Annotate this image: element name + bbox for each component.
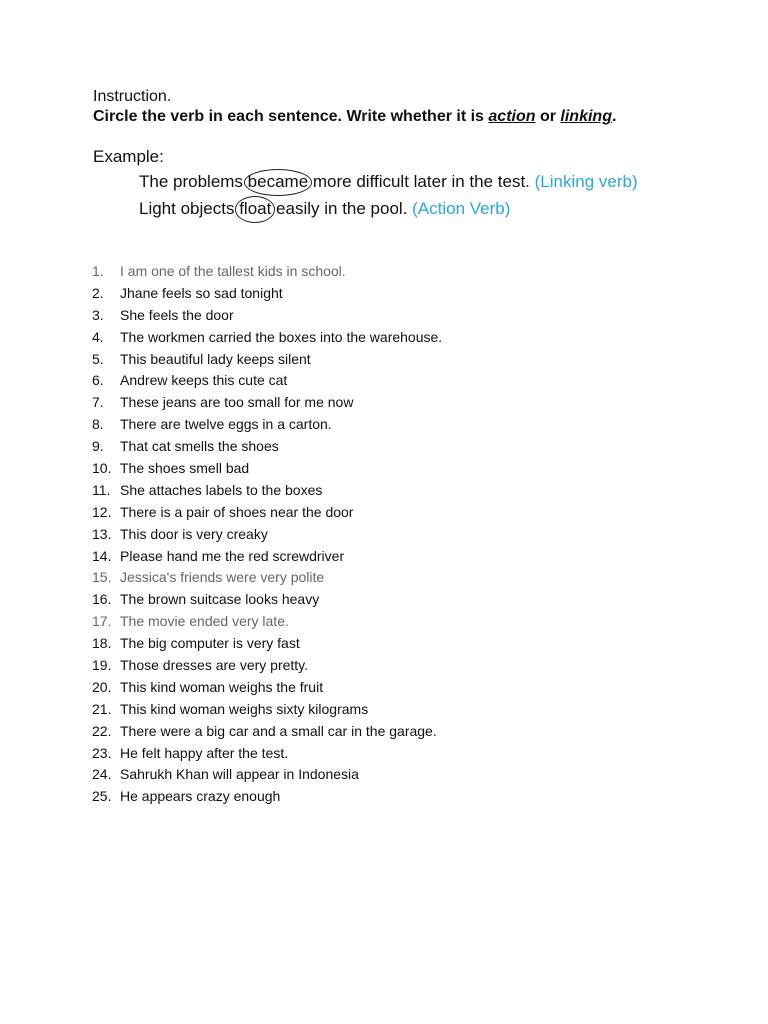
item-text: This kind woman weighs sixty kilograms — [120, 700, 369, 717]
item-number: 22. — [92, 722, 112, 739]
instruction-or: or — [535, 108, 561, 125]
item-number: 4. — [92, 328, 104, 345]
item-text: That cat smells the shoes — [120, 438, 279, 455]
list-item — [92, 721, 442, 743]
item-number: 13. — [92, 525, 112, 542]
item-number: 20. — [92, 678, 112, 695]
word-action: action — [488, 108, 536, 125]
item-text: Andrew keeps this cute cat — [120, 372, 288, 389]
example-label: Example: — [93, 147, 164, 166]
item-text: This door is very creaky — [120, 525, 268, 542]
item-text: Jhane feels so sad tonight — [120, 284, 283, 301]
list-item — [92, 502, 442, 524]
list-item — [92, 414, 442, 436]
list-item — [92, 743, 442, 765]
item-text: These jeans are too small for me now — [120, 394, 354, 411]
item-number: 2. — [92, 284, 104, 301]
item-number: 18. — [92, 635, 112, 652]
item-text: Jessica's friends were very polite — [120, 569, 325, 586]
item-number: 21. — [92, 700, 112, 717]
item-number: 23. — [92, 744, 112, 761]
list-item — [92, 370, 442, 392]
list-item — [92, 283, 442, 305]
example-2-before: Light objects — [139, 199, 240, 218]
item-number: 6. — [92, 372, 104, 389]
instruction-end: . — [611, 108, 617, 125]
item-number: 3. — [92, 306, 104, 323]
item-text: The shoes smell bad — [120, 460, 250, 477]
item-number: 14. — [92, 547, 112, 564]
item-text: There is a pair of shoes near the door — [120, 503, 354, 520]
item-number: 7. — [92, 394, 104, 411]
list-item — [92, 699, 442, 721]
item-number: 17. — [92, 613, 112, 630]
list-item — [92, 546, 442, 568]
list-item — [92, 392, 442, 414]
item-number: 1. — [92, 263, 104, 279]
item-text: The workmen carried the boxes into the warehouse. — [120, 328, 443, 345]
example-1-tag: (Linking verb) — [534, 172, 638, 191]
list-item — [92, 655, 442, 677]
item-number: 10. — [92, 460, 112, 477]
example-sentence-1 — [139, 172, 638, 192]
item-number: 19. — [92, 657, 112, 674]
item-text: This beautiful lady keeps silent — [120, 350, 311, 367]
list-item — [92, 458, 442, 480]
item-text: This kind woman weighs the fruit — [120, 678, 324, 695]
item-text: The big computer is very fast — [120, 635, 300, 652]
instruction-text — [93, 108, 616, 126]
word-linking: linking — [560, 108, 612, 125]
list-item — [92, 589, 442, 611]
list-item — [92, 349, 442, 371]
example-2-circled-verb: float — [239, 199, 272, 218]
item-text: She feels the door — [120, 306, 234, 323]
item-number: 8. — [92, 416, 104, 433]
sentence-list — [92, 261, 442, 808]
item-text: I am one of the tallest kids in school. — [120, 263, 346, 279]
item-number: 11. — [92, 481, 111, 498]
item-text: The movie ended very late. — [120, 613, 289, 630]
list-item — [92, 327, 442, 349]
example-sentence-2 — [139, 199, 510, 219]
item-text: He appears crazy enough — [120, 788, 281, 805]
example-1-before: The problems — [139, 172, 248, 191]
example-2-after: easily in the pool. — [271, 199, 413, 218]
example-2-tag: (Action Verb) — [412, 199, 511, 218]
item-text: The brown suitcase looks heavy — [120, 591, 320, 608]
item-number: 16. — [92, 591, 112, 608]
item-number: 15. — [92, 569, 112, 586]
list-item — [92, 611, 442, 633]
example-1-after: more difficult later in the test. — [308, 172, 535, 191]
item-number: 12. — [92, 503, 112, 520]
item-number: 5. — [92, 350, 104, 367]
list-item — [92, 764, 442, 786]
item-text: There were a big car and a small car in the garage. — [120, 722, 437, 739]
instruction-label: Instruction. — [93, 88, 172, 105]
list-item — [92, 567, 442, 589]
list-item — [92, 786, 442, 808]
list-item — [92, 261, 442, 283]
item-number: 25. — [92, 788, 112, 805]
list-item — [92, 524, 442, 546]
item-number: 24. — [92, 766, 112, 783]
item-text: She attaches labels to the boxes — [120, 481, 323, 498]
item-text: Please hand me the red screwdriver — [120, 547, 345, 564]
example-1-circled-verb: became — [247, 172, 309, 191]
list-item — [92, 436, 442, 458]
item-text: Sahrukh Khan will appear in Indonesia — [120, 766, 359, 783]
item-text: Those dresses are very pretty. — [120, 657, 309, 674]
list-item — [92, 677, 442, 699]
instruction-text-start: Circle the verb in each sentence. Write whether it is — [93, 108, 489, 125]
list-item — [92, 633, 442, 655]
item-number: 9. — [92, 438, 104, 455]
list-item — [92, 480, 442, 502]
list-item — [92, 305, 442, 327]
item-text: There are twelve eggs in a carton. — [120, 416, 332, 433]
item-text: He felt happy after the test. — [120, 744, 289, 761]
